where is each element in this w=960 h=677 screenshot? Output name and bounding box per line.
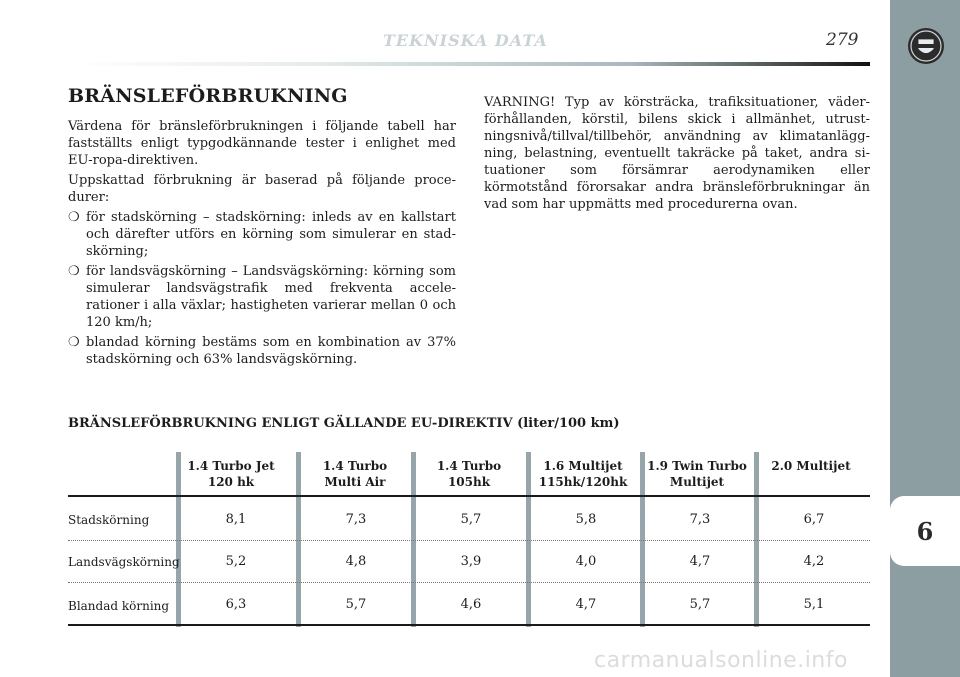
column-header	[176, 458, 286, 490]
bullet-circle-icon: ❍	[68, 264, 80, 279]
table-cell: 4,8	[345, 554, 367, 569]
bullet-text: för landsvägskörning – Landsvägskörning: körning som simulerar landsvägstrafik med frekventa accele-rationer i alla växlar; hastigheten varierar mellan 0 och 120 km/h;	[86, 264, 456, 330]
column-header	[528, 458, 638, 490]
table-cell: 5,7	[689, 597, 711, 612]
section-title: BRÄNSLEFÖRBRUKNING	[68, 85, 348, 107]
column-header-line: Multijet	[669, 475, 725, 489]
table-cell: 6,7	[803, 512, 825, 527]
table-cell: 4,7	[689, 554, 711, 569]
column-header-line: 1.4 Turbo Jet	[187, 459, 275, 473]
table-cell: 5,1	[803, 597, 825, 612]
bullet-item	[68, 209, 456, 260]
row-label: Stadskörning	[68, 513, 150, 527]
table-cell: 5,7	[345, 597, 367, 612]
left-column	[68, 85, 456, 371]
bullet-text: för stadskörning – stadskörning: inleds av en kallstart och därefter utförs en körning som simulerar en stad-skörning;	[86, 210, 456, 259]
table-cell: 7,3	[689, 512, 711, 527]
header-rule	[70, 62, 870, 66]
column-header-line: 1.4 Turbo	[322, 459, 388, 473]
column-header-line: 1.6 Multijet	[543, 459, 623, 473]
bullet-item	[68, 334, 456, 368]
watermark: carmanualsonline.info	[594, 648, 848, 673]
warning-paragraph: VARNING! Typ av körsträcka, trafiksituationer, väder-förhållanden, körstil, bilens skick i allmänhet, utrust-ningsnivå/tillval/tillbehör, användning av klimatanlägg-ning, belastning, eventuellt takräcke på taket, andra si-tuationer som försämrar aerodynamiken eller körmotstånd förorsakar andra bränsleförbrukningar än vad som har uppmätts med procedurerna ovan.	[484, 95, 870, 212]
table-cell: 6,3	[225, 597, 247, 612]
column-header	[414, 458, 524, 490]
chapter-tab[interactable]: 6	[890, 496, 960, 566]
table-cell: 3,9	[460, 554, 482, 569]
bullet-text: blandad körning bestäms som en kombination av 37% stadskörning och 63% landsvägskörning.	[86, 335, 456, 367]
table-cell: 7,3	[345, 512, 367, 527]
column-header-line: 120 hk	[207, 475, 255, 489]
table-cell: 4,6	[460, 597, 482, 612]
intro-paragraph: Värdena för bränsleförbrukningen i följande tabell har fastställts enligt typgodkännande tester i enlighet med EU-ropa-direktiven.	[68, 119, 456, 168]
table-cell: 5,8	[575, 512, 597, 527]
table-title: BRÄNSLEFÖRBRUKNING ENLIGT GÄLLANDE EU-DIREKTIV (liter/100 km)	[68, 416, 620, 431]
procedure-paragraph: Uppskattad förbrukning är baserad på följande proce-durer:	[68, 173, 456, 205]
bullet-circle-icon: ❍	[68, 335, 80, 350]
table-cell: 4,7	[575, 597, 597, 612]
page-number: 279	[826, 30, 859, 50]
column-header-line: 1.4 Turbo	[436, 459, 502, 473]
header-divider	[68, 495, 870, 497]
row-label: Blandad körning	[68, 599, 170, 613]
bullet-item	[68, 263, 456, 331]
lancia-shield-icon	[907, 27, 945, 65]
column-header-line: 2.0 Multijet	[771, 459, 851, 473]
table-bottom-rule	[68, 624, 870, 626]
column-header	[300, 458, 410, 490]
table-cell: 4,2	[803, 554, 825, 569]
column-header	[642, 458, 752, 490]
row-label: Landsvägskörning	[68, 555, 180, 569]
chapter-sidebar	[890, 0, 960, 677]
column-header	[756, 458, 866, 474]
consumption-table	[68, 452, 870, 627]
row-divider	[68, 582, 870, 583]
table-cell: 5,2	[225, 554, 247, 569]
page-header-title: TEKNISKA DATA	[383, 31, 548, 50]
column-header-line: 105hk	[447, 475, 491, 489]
table-cell: 5,7	[460, 512, 482, 527]
table-cell: 8,1	[225, 512, 247, 527]
bullet-circle-icon: ❍	[68, 210, 80, 225]
column-header-line: 1.9 Twin Turbo	[647, 459, 747, 473]
column-header-line: Multi Air	[324, 475, 386, 489]
row-divider	[68, 540, 870, 541]
table-cell: 4,0	[575, 554, 597, 569]
column-header-line: 115hk/120hk	[538, 475, 628, 489]
